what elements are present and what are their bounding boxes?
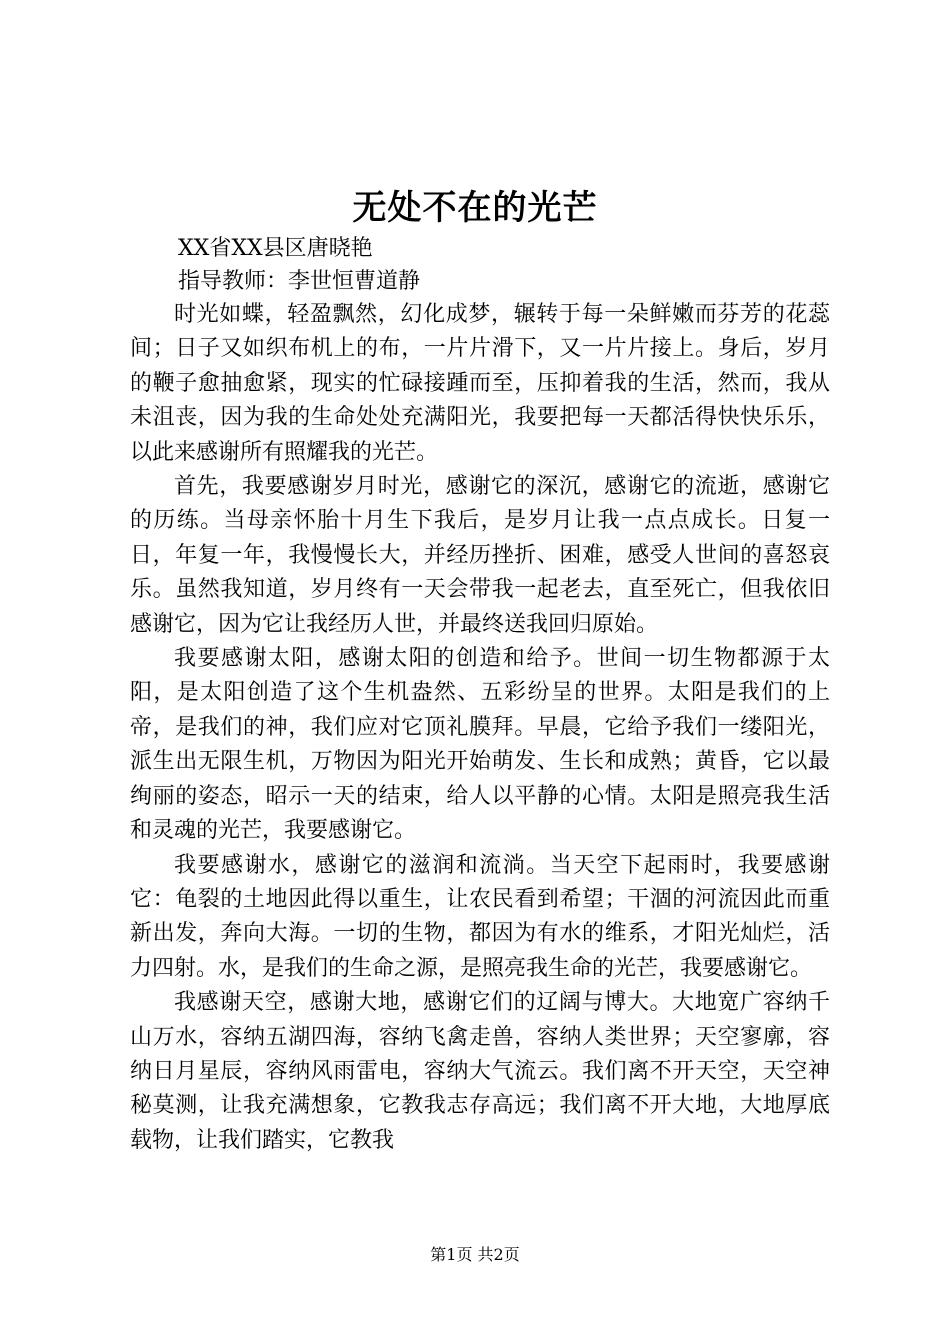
paragraph: 首先，我要感谢岁月时光，感谢它的深沉，感谢它的流逝，感谢它的历练。当母亲怀胎十月生下我后，是岁月让我一点点成长。日复一日，年复一年，我慢慢长大，并经历挫折、困难，感受人世间的喜怒哀乐。虽然我知道，岁月终有一天会带我一起老去，直至死亡，但我依旧感谢它，因为它让我经历人世，并最终送我回归原始。: [130, 474, 830, 637]
document-body: [130, 298, 830, 1158]
paragraph: 我要感谢太阳，感谢太阳的创造和给予。世间一切生物都源于太阳，是太阳创造了这个生机盎然、五彩纷呈的世界。太阳是我们的上帝，是我们的神，我们应对它顶礼膜拜。早晨，它给予我们一缕阳光，派生出无限生机，万物因为阳光开始萌发、生长和成熟；黄昏，它以最绚丽的姿态，昭示一天的结束，给人以平静的心情。太阳是照亮我生活和灵魂的光芒，我要感谢它。: [130, 646, 830, 844]
paragraph: 我要感谢水，感谢它的滋润和流淌。当天空下起雨时，我要感谢它：龟裂的土地因此得以重生，让农民看到希望；干涸的河流因此而重新出发，奔向大海。一切的生物，都因为有水的维系，才阳光灿烂，活力四射。水，是我们的生命之源，是照亮我生命的光芒，我要感谢它。: [130, 852, 830, 981]
author-line: XX省XX县区唐晓艳: [178, 236, 373, 261]
paragraph: 我感谢天空，感谢大地，感谢它们的辽阔与博大。大地宽广容纳千山万水，容纳五湖四海，容纳飞禽走兽，容纳人类世界；天空寥廓，容纳日月星辰，容纳风雨雷电，容纳大气流云。我们离不开天空，天空神秘莫测，让我充满想象，它教我志存高远；我们离不开大地，大地厚底载物，让我们踏实，它教我: [130, 990, 830, 1153]
teacher-line: 指导教师：李世恒曹道静: [178, 269, 421, 294]
page-footer: 第1页 共2页: [430, 1245, 520, 1264]
document-title: 无处不在的光芒: [352, 188, 598, 228]
paragraph: 时光如蝶，轻盈飘然，幻化成梦，辗转于每一朵鲜嫩而芬芳的花蕊间；日子又如织布机上的布，一片片滑下，又一片片接上。身后，岁月的鞭子愈抽愈紧，现实的忙碌接踵而至，压抑着我的生活，然而，我从未沮丧，因为我的生命处处充满阳光，我要把每一天都活得快快乐乐，以此来感谢所有照耀我的光芒。: [130, 302, 830, 465]
